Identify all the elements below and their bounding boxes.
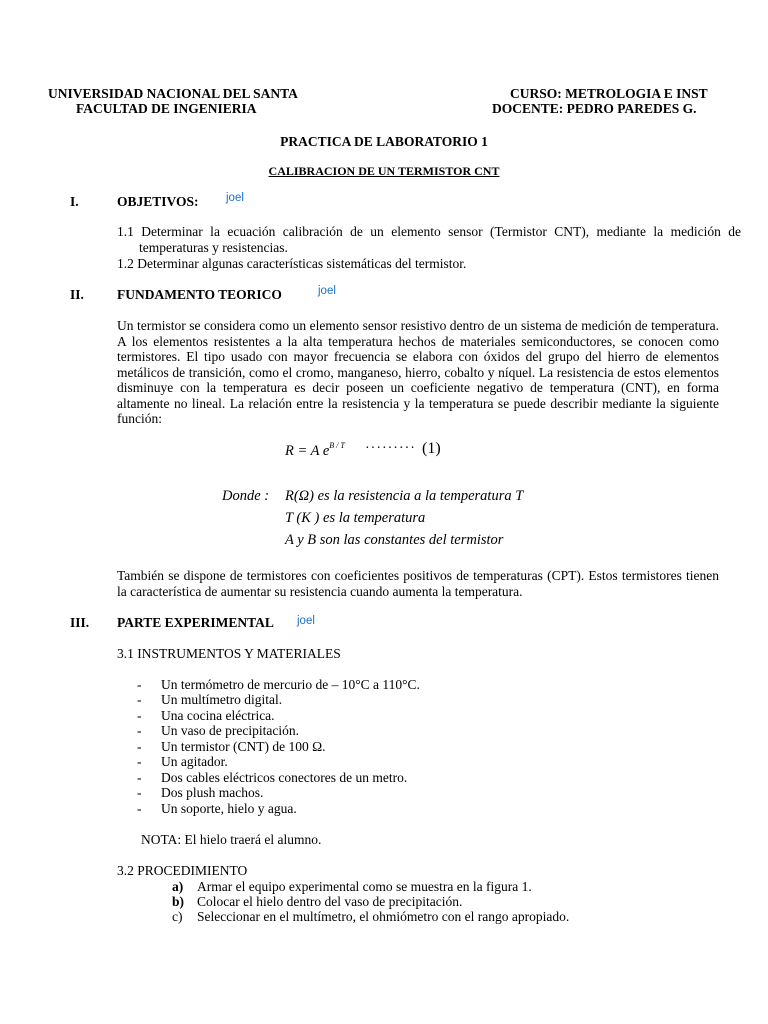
procedure-step: a) Armar el equipo experimental como se muestra en la figura 1.: [172, 879, 532, 894]
theory-paragraph-2: También se dispone de termistores con coeficientes positivos de temperaturas (CPT). Estos termistores tienen la característica de aumentar su resistencia cuando aumenta la temperatura.: [117, 568, 719, 599]
list-item: - Un soporte, hielo y agua.: [137, 801, 297, 816]
course-name: CURSO: METROLOGIA E INST: [510, 86, 708, 101]
section-number: III.: [70, 615, 90, 630]
section-heading-objectives: OBJETIVOS:: [117, 194, 199, 209]
theory-paragraph: Un termistor se considera como un elemento sensor resistivo dentro de un sistema de medición de temperatura. A los elementos resistentes a la alta temperatura hechos de materiales semiconductores, se conocen como termistores. El tipo usado con mayor frecuencia se elabora con óxidos del grupo del hierro de elementos metálicos de transición, como el cromo, manganeso, hierro, cobalto y níquel. La resistencia de estos elementos disminuye con la temperatura es decir poseen un coeficiente negativo de temperatura (CNT), en forma altamente no lineal. La relación entre la resistencia y la temperatura se puede describir mediante la siguiente función:: [117, 318, 719, 426]
page-title: PRACTICA DE LABORATORIO 1: [280, 134, 488, 149]
list-item: - Una cocina eléctrica.: [137, 708, 275, 723]
procedure-step: c) Seleccionar en el multímetro, el ohmiómetro con el rango apropiado.: [172, 909, 570, 924]
annotation-note: joel: [297, 615, 315, 627]
list-item: - Dos plush machos.: [137, 785, 264, 800]
list-item: - Un termistor (CNT) de 100 Ω.: [137, 739, 326, 754]
objective-item: 1.2 Determinar algunas características sistemáticas del termistor.: [117, 256, 467, 271]
annotation-note: joel: [318, 285, 336, 297]
section-number: I.: [70, 194, 79, 209]
teacher-name: DOCENTE: PEDRO PAREDES G.: [492, 101, 697, 116]
equation-dots: ·········: [365, 441, 416, 456]
procedure-step: b) Colocar el hielo dentro del vaso de precipitación.: [172, 894, 463, 909]
list-item: - Dos cables eléctricos conectores de un metro.: [137, 770, 408, 785]
university-name: UNIVERSIDAD NACIONAL DEL SANTA: [48, 86, 298, 101]
subsection-heading-procedure: 3.2 PROCEDIMIENTO: [117, 863, 248, 878]
where-line: T (K ) es la temperatura: [285, 510, 426, 526]
section-heading-theory: FUNDAMENTO TEORICO: [117, 287, 282, 302]
page-subtitle: CALIBRACION DE UN TERMISTOR CNT: [268, 164, 500, 178]
list-item: - Un termómetro de mercurio de – 10°C a 110°C.: [137, 677, 420, 692]
list-item: - Un agitador.: [137, 754, 228, 769]
list-item: - Un multímetro digital.: [137, 692, 283, 707]
subsection-heading-materials: 3.1 INSTRUMENTOS Y MATERIALES: [117, 646, 341, 661]
equation-number: (1): [422, 440, 441, 457]
list-item: - Un vaso de precipitación.: [137, 723, 299, 738]
where-line: A y B son las constantes del termistor: [285, 532, 504, 548]
section-heading-experimental: PARTE EXPERIMENTAL: [117, 615, 274, 630]
equation-exponent: B / T: [329, 441, 345, 450]
equation-lhs: R = A e: [285, 443, 330, 459]
materials-note: NOTA: El hielo traerá el alumno.: [141, 832, 322, 847]
annotation-note: joel: [226, 192, 244, 204]
where-label: Donde :: [222, 488, 270, 504]
equation: [285, 441, 345, 460]
where-line: R(Ω) es la resistencia a la temperatura T: [285, 488, 524, 504]
section-number: II.: [70, 287, 84, 302]
objective-item: 1.1 Determinar la ecuación calibración de un elemento sensor (Termistor CNT), mediante la medición de temperaturas y resistencias.: [117, 224, 741, 255]
faculty-name: FACULTAD DE INGENIERIA: [76, 101, 257, 116]
